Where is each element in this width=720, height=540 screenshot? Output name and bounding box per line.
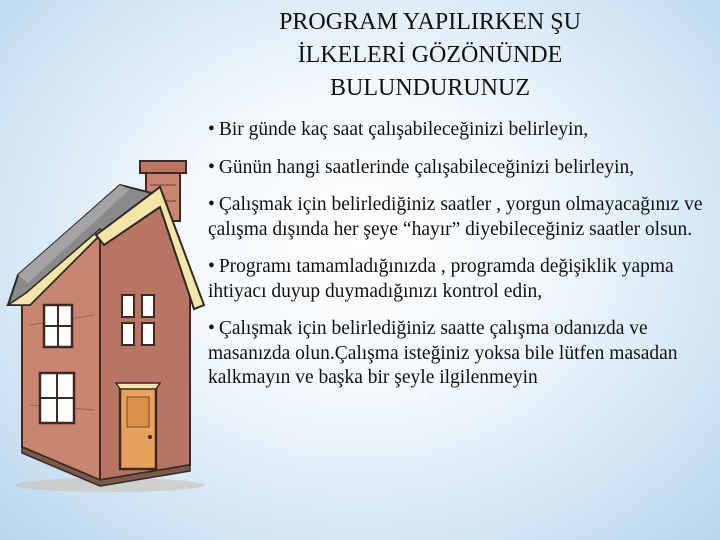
- bullet-item: • Çalışmak için belirlediğiniz saatte çalışma odanızda ve masanızda olun.Çalışma isteğiniz yoksa bile lütfen masadan kalkmayın ve başka bir şeyle ilgilenmeyin: [208, 317, 716, 391]
- bullet-list: [208, 118, 716, 404]
- slide-title: PROGRAM YAPILIRKEN ŞU İLKELERİ GÖZÖNÜNDE BULUNDURUNUZ: [279, 9, 581, 101]
- bullet-item: • Günün hangi saatlerinde çalışabileceğinizi belirleyin,: [208, 156, 716, 181]
- side-window-lower: [40, 373, 74, 423]
- side-window-upper: [44, 305, 72, 347]
- house-illustration: [0, 155, 215, 495]
- bullet-item: • Çalışmak için belirlediğiniz saatler , yorgun olmayacağınız ve çalışma dışında her şeye “hayır” diyebileceğiniz saatler olsun.: [208, 193, 716, 242]
- door: [116, 383, 160, 469]
- bullet-item: • Programı tamamladığınızda , programda değişiklik yapma ihtiyacı duyup duymadığınızı kontrol edin,: [208, 255, 716, 304]
- bullet-item: • Bir günde kaç saat çalışabileceğinizi belirleyin,: [208, 118, 716, 143]
